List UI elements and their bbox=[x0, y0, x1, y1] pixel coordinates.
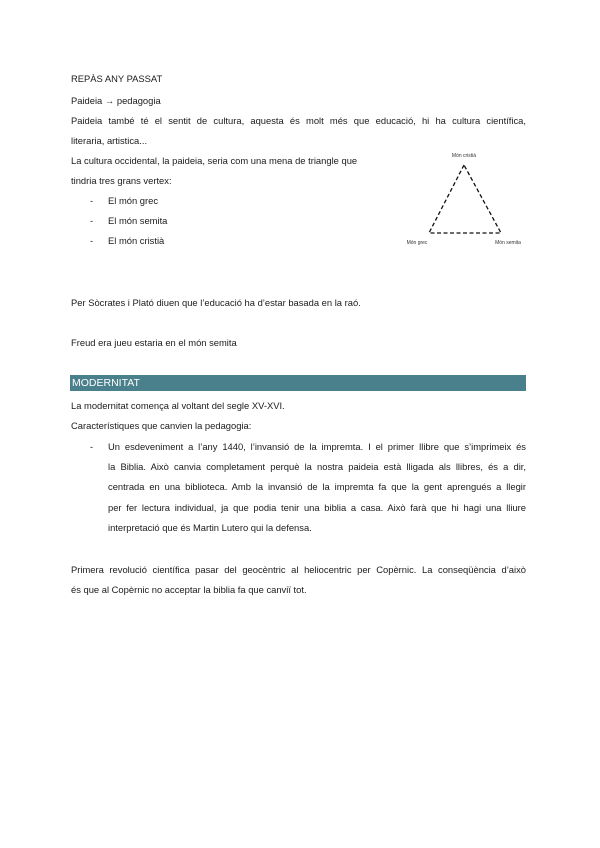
list-bullet: - bbox=[90, 441, 94, 452]
paragraph-line: La cultura occidental, la paideia, seria com una mena de triangle que bbox=[71, 155, 358, 166]
paragraph-line: Per Sòcrates i Plató diuen que l’educació ha d’estar basada en la raó. bbox=[71, 297, 361, 308]
list-bullet: - bbox=[90, 215, 94, 226]
paragraph-line: literaria, artistica... bbox=[71, 135, 148, 146]
list-item-line: Un esdeveniment a l’any 1440, l’invansió de la impremta. I el primer llibre que s’imprimeix és bbox=[108, 441, 526, 452]
diagram-left-label: Món grec bbox=[406, 240, 428, 246]
list-bullet: - bbox=[90, 195, 94, 206]
paragraph-line: Freud era jueu estaria en el món semita bbox=[71, 337, 237, 348]
section-heading-repas: REPÀS ANY PASSAT bbox=[71, 73, 163, 84]
paragraph-line: La modernitat comença al voltant del segle XV-XVI. bbox=[71, 400, 285, 411]
paragraph-line: Paideia també té el sentit de cultura, aquesta és molt més que educació, hi ha cultura científica, bbox=[71, 115, 526, 126]
paragraph-line: Primera revolució científica pasar del geocèntric al heliocentric per Copèrnic. La conseqüència d’això bbox=[71, 564, 526, 575]
list-item-line: centrada en una biblioteca. Amb la invansió de la impremta fa que la gent aprengués a llegir bbox=[108, 481, 526, 492]
section-heading-modernitat: MODERNITAT bbox=[70, 375, 526, 391]
paragraph-line: tindria tres grans vertex: bbox=[71, 175, 172, 186]
paideia-line: Paideia → pedagogia bbox=[71, 95, 161, 106]
paragraph-line: és que al Copèrnic no acceptar la biblia fa que canviï tot. bbox=[71, 584, 307, 595]
paragraph-line: Característiques que canvien la pedagogia: bbox=[71, 420, 252, 431]
list-item-line: la Biblia. Això canvia completament perquè la nostra paideia està lligada als llibres, és a dir, bbox=[108, 461, 526, 472]
list-item-line: per fer lectura individual, ja que podia tenir una biblia a casa. Això farà que hi hagi una lliure bbox=[108, 502, 526, 513]
triangle-shape bbox=[429, 165, 501, 233]
culture-triangle-diagram bbox=[400, 148, 530, 250]
list-bullet: - bbox=[90, 235, 94, 246]
list-item: El món grec bbox=[108, 195, 159, 206]
diagram-top-label: Món cristià bbox=[451, 153, 477, 159]
list-item: El món semita bbox=[108, 215, 168, 226]
diagram-right-label: Món semita bbox=[495, 240, 521, 246]
list-item-line: interpretació que és Martin Lutero qui la defensa. bbox=[108, 522, 312, 533]
list-item: El món cristià bbox=[108, 235, 165, 246]
